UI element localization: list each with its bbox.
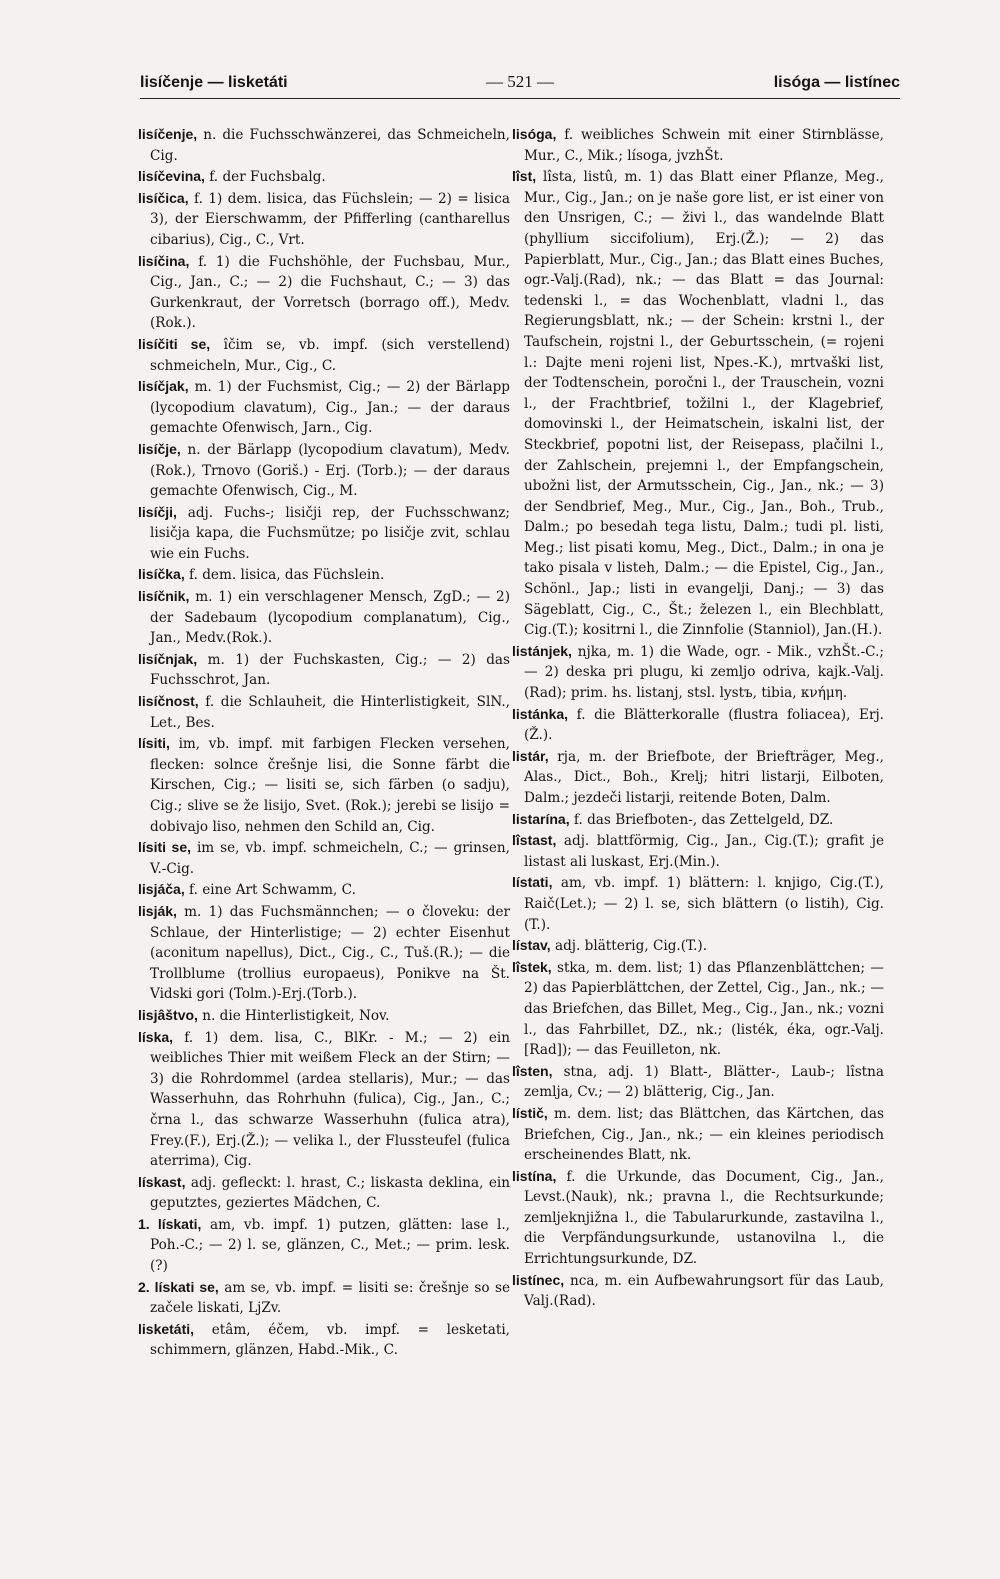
dictionary-entry bbox=[512, 124, 884, 166]
entry-headword: lísiti se, bbox=[138, 839, 191, 856]
entry-definition: f. weibliches Schwein mit einer Stirnblässe, Mur., C., Mik.; lísoga, jvzhŠt. bbox=[524, 127, 884, 164]
dictionary-entry bbox=[512, 746, 884, 809]
entry-definition: f. das Briefboten-, das Zettelgeld, DZ. bbox=[573, 811, 834, 828]
entry-definition: f. der Fuchsbalg. bbox=[209, 169, 326, 186]
entry-headword: lísiti, bbox=[138, 735, 170, 752]
dictionary-entry bbox=[138, 334, 510, 376]
dictionary-entry bbox=[512, 1166, 884, 1270]
dictionary-entry bbox=[138, 1005, 510, 1027]
entry-definition: îčim se, vb. impf. (sich verstellend) schmeicheln, Mur., Cig., C. bbox=[150, 336, 510, 374]
entry-definition: f. dem. lisica, das Füchslein. bbox=[189, 567, 385, 584]
dictionary-entry bbox=[512, 1270, 884, 1312]
dictionary-entry bbox=[138, 502, 510, 565]
dictionary-entry bbox=[138, 1027, 510, 1172]
entry-headword: lisíčevina, bbox=[138, 168, 205, 185]
entry-headword: lisíčnost, bbox=[138, 693, 199, 710]
entry-definition: m. 1) das Fuchsmännchen; — o človeku: der Schlaue, der Hinterlistige; — 2) echter Eisenhut (aconitum napellus), Dict., Cig., C., Tuš.(R.); — die Trollblume (trollius europaeus), Ponikve na Št. Vidski gori (Tolm.)-Erj.(Torb.). bbox=[150, 903, 510, 1003]
entry-definition: etâm, éčem, vb. impf. = lesketati, schimmern, glänzen, Habd.-Mik., C. bbox=[150, 1321, 511, 1359]
entry-headword: lîstast, bbox=[512, 832, 557, 849]
entry-definition: adj. blattförmig, Cig., Jan., Cig.(T.); grafit je listast ali luskast, Erj.(Min.). bbox=[524, 833, 884, 870]
entry-definition: m. 1) der Fuchskasten, Cig.; — 2) das Fuchsschrot, Jan. bbox=[150, 651, 510, 689]
entry-headword: lisíčina, bbox=[138, 252, 190, 269]
entry-definition: adj. Fuchs-; lisičji rep, der Fuchsschwanz; lisičja kapa, die Fuchsmütze; po lisičje zvit, schlau wie ein Fuchs. bbox=[150, 504, 510, 562]
entry-definition: im, vb. impf. mit farbigen Flecken versehen, flecken: solnce črešnje lisi, die Sonne färbt die Kirschen, Cig.; — lisiti se, sich färben (o sadju), Cig.; slive se že lisijo, Svet. (Rok.); jerebi se lisijo = dobivajo liso, nehmen den Schild an, Cig. bbox=[150, 736, 510, 835]
entry-headword: lisíčica, bbox=[138, 189, 189, 206]
dictionary-entry bbox=[138, 1214, 510, 1277]
entry-definition: adj. blätterig, Cig.(T.). bbox=[554, 938, 708, 955]
left-column bbox=[138, 124, 510, 1361]
entry-headword: lîst, bbox=[512, 168, 537, 185]
entry-headword: lisjâštvo, bbox=[138, 1006, 198, 1023]
dictionary-entry bbox=[138, 166, 510, 188]
dictionary-entry bbox=[512, 935, 884, 957]
dictionary-entry bbox=[138, 564, 510, 586]
entry-definition: f. die Blätterkoralle (flustra foliacea), Erj.(Ž.). bbox=[524, 706, 884, 744]
entry-headword: 2. lískati se, bbox=[138, 1278, 219, 1295]
entry-headword: lisíčka, bbox=[138, 566, 185, 583]
entry-definition: am, vb. impf. 1) putzen, glätten: lase l., Poh.-C.; — 2) l. se, glänzen, C., Met.; — prim. lesk. (?) bbox=[150, 1216, 510, 1275]
dictionary-entry bbox=[138, 188, 510, 251]
dictionary-entry bbox=[138, 879, 510, 901]
dictionary-entry bbox=[512, 704, 884, 746]
entry-headword: lisíčnjak, bbox=[138, 650, 198, 667]
right-column bbox=[512, 124, 884, 1312]
entry-headword: lisíčji, bbox=[138, 503, 177, 520]
entry-headword: lîsten, bbox=[512, 1062, 553, 1079]
header-right-range: lisóga — listínec bbox=[773, 74, 900, 91]
entry-definition: m. dem. list; das Blättchen, das Kärtchen, das Briefchen, Cig., Jan., nk.; — ein kleines periodisch erscheinendes Blatt, nk. bbox=[524, 1105, 885, 1164]
dictionary-entry bbox=[138, 837, 510, 879]
entry-definition: m. 1) ein verschlagener Mensch, ZgD.; — 2) der Sadebaum (lycopodium complanatum), Cig., Jan., Medv.(Rok.). bbox=[150, 589, 510, 647]
entry-headword: lisíčnik, bbox=[138, 588, 190, 605]
header-left-range: lisíčenje — lisketáti bbox=[140, 74, 288, 91]
entry-headword: 1. lískati, bbox=[138, 1215, 202, 1232]
entry-headword: listár, bbox=[512, 747, 549, 764]
page-number: — 521 — bbox=[486, 72, 554, 91]
entry-definition: f. 1) die Fuchshöhle, der Fuchsbau, Mur., Cig., Jan., C.; — 2) die Fuchshaut, C.; — 3) das Gurkenkraut, der Vorretsch (borrago off.), Medv.(Rok.). bbox=[150, 253, 510, 332]
entry-definition: n. die Fuchsschwänzerei, das Schmeicheln, Cig. bbox=[150, 127, 510, 164]
entry-definition: lîsta, listû, m. 1) das Blatt einer Pflanze, Meg., Mur., Cig., Jan.; on je naše gore list, er ist einer von den Unsrigen, C.; — živi l., das wandelnde Blatt (phyllium siccifolium), Erj.(Ž.); — 2) das Papierblatt, Mur., Cig., Jan.; das Blatt eines Buches, ogr.-Valj.(Rad), nk.; — das Blatt = das Journal: tedenski l., = das Wochenblatt, vladni l., das Regierungsblatt, nk.; — der Schein: krstni l., der Taufschein, rojstni l., der Geburtsschein, (= rojeni l.: Dajte meni rojeni list, Npes.-K.), mrtvaški list, der Todtenschein, poročni l., der Trauschein, vozni l., der Frachtbrief, tožilni l., der Klagebrief, domovinski l., der Heimatschein, iskalni list, der Steckbrief, popotni list, der Reisepass, plačilni l., der Zahlschein, prejemni l., der Empfangschein, ubožni list, der Armutsschein, Cig., Jan., nk.; — 3) der Sendbrief, Meg., Mur., Cig., Jan., Boh., Trub., Dalm.; po besedah tega listu, Dalm.; tudi pl. listi, Meg.; list pisati komu, Meg., Dict., Dalm.; in ona je tako pisala v listeh, Dalm.; — die Epistel, Cig., Jan., Schönl., Jap.; listi in evangelji, Danj.; — 3) das Sägeblatt, Cig., C., Št.; železen l., ein Blechblatt, Cig.(T.); kositrni l., die Zinnfolie (Stanniol), Jan.(H.). bbox=[524, 169, 885, 639]
dictionary-entry bbox=[138, 124, 510, 166]
entry-headword: listarína, bbox=[512, 810, 570, 827]
entry-definition: nca, m. ein Aufbewahrungsort für das Laub, Valj.(Rad). bbox=[524, 1272, 885, 1310]
entry-definition: am, vb. impf. 1) blättern: l. knjigo, Cig.(T.), Raič(Let.); — 2) l. se, sich blättern (o listih), Cig.(T.). bbox=[524, 875, 884, 933]
entry-headword: listánjek, bbox=[512, 642, 572, 659]
dictionary-entry bbox=[138, 901, 510, 1005]
entry-definition: f. eine Art Schwamm, C. bbox=[189, 882, 356, 899]
dictionary-entry bbox=[138, 439, 510, 502]
dictionary-entry bbox=[512, 641, 884, 704]
dictionary-entry bbox=[512, 957, 884, 1061]
dictionary-entry bbox=[512, 1103, 884, 1166]
dictionary-entry bbox=[138, 733, 510, 837]
entry-definition: adj. gefleckt: l. hrast, C.; liskasta deklina, ein geputztes, geziertes Mädchen, C. bbox=[150, 1174, 510, 1212]
entry-definition: f. die Urkunde, das Document, Cig., Jan., Levst.(Nauk), nk.; pravna l., die Rechtsurkunde; zemljeknjižna l., die Tabularurkunde, zastavilna l., die Verpfändungsurkunde, ustanovilna l., die Errichtungsurkunde, DZ. bbox=[524, 1168, 884, 1268]
entry-definition: n. der Bärlapp (lycopodium clavatum), Medv.(Rok.), Trnovo (Goriš.) - Erj. (Torb.); — der daraus gemachte Ofenwisch, Cig., M. bbox=[150, 441, 511, 500]
entry-definition: f. die Schlauheit, die Hinterlistigkeit, SlN., Let., Bes. bbox=[150, 694, 510, 731]
entry-headword: líska, bbox=[138, 1028, 174, 1045]
entry-headword: lisóga, bbox=[512, 126, 557, 142]
dictionary-entry bbox=[138, 376, 510, 439]
entry-definition: im se, vb. impf. schmeicheln, C.; — grinsen, V.-Cig. bbox=[150, 840, 510, 877]
entry-definition: rja, m. der Briefbote, der Briefträger, Meg., Alas., Dict., Boh., Krelj; hitri listarji, Eilboten, Dalm.; jezdeči listarji, reitende Boten, Dalm. bbox=[524, 748, 884, 806]
dictionary-entry bbox=[138, 251, 510, 334]
entry-definition: f. 1) dem. lisa, C., BlKr. - M.; — 2) ein weibliches Thier mit weißem Fleck an der Stirn; — 3) die Rohrdommel (ardea stellaris), Mur.; — das Wasserhuhn, das Rohrhuhn (fulica), Cig., Jan., C.; črna l., das schwarze Wasserhuhn (fulica atra), Frey.(F.), Erj.(Ž.); — velika l., der Flussteufel (fulica aterrima), Cig. bbox=[150, 1029, 510, 1170]
dictionary-entry bbox=[138, 649, 510, 691]
entry-headword: lisketáti, bbox=[138, 1320, 195, 1337]
entry-headword: lisjáča, bbox=[138, 881, 185, 898]
entry-headword: lîstek, bbox=[512, 958, 552, 975]
entry-definition: stka, m. dem. list; 1) das Pflanzenblättchen; — 2) das Papierblättchen, der Zettel, Cig., Jan., nk.; — das Briefchen, das Billet, Meg., Cig., Jan., nk.; vozni l., das Fahrbillet, DZ., nk.; (listék, éka, ogr.-Valj. [Rad]); — das Feuilleton, nk. bbox=[524, 959, 884, 1059]
entry-headword: lístič, bbox=[512, 1104, 548, 1121]
dictionary-entry bbox=[138, 1277, 510, 1319]
dictionary-entry bbox=[512, 1061, 884, 1103]
entry-headword: listánka, bbox=[512, 705, 569, 722]
entry-headword: lisíčenje, bbox=[138, 126, 198, 142]
dictionary-entry bbox=[512, 166, 884, 641]
entry-definition: stna, adj. 1) Blatt-, Blätter-, Laub-; lîstna zemlja, Cv.; — 2) blätterig, Cig., Jan. bbox=[524, 1063, 884, 1101]
entry-headword: listínec, bbox=[512, 1271, 565, 1288]
entry-headword: lisíčjak, bbox=[138, 378, 189, 395]
dictionary-entry bbox=[512, 809, 884, 831]
entry-definition: n. die Hinterlistigkeit, Nov. bbox=[202, 1007, 390, 1024]
entry-headword: lisják, bbox=[138, 902, 177, 919]
entry-definition: njka, m. 1) die Wade, ogr. - Mik., vzhŠt.-C.; — 2) deska pri plugu, ki zemljo odriva, kajk.-Valj.(Rad); prim. hs. listanj, stsl. lystъ, tibia, κνήμη. bbox=[524, 643, 884, 702]
entry-headword: lisíčiti se, bbox=[138, 335, 211, 352]
page-header bbox=[140, 64, 900, 99]
dictionary-entry bbox=[138, 1172, 510, 1214]
entry-headword: lístav, bbox=[512, 937, 551, 954]
entry-definition: am se, vb. impf. = lisiti se: črešnje so se začele liskati, LjZv. bbox=[150, 1279, 510, 1317]
entry-headword: lisíčje, bbox=[138, 440, 181, 457]
entry-headword: lískast, bbox=[138, 1173, 186, 1190]
entry-definition: m. 1) der Fuchsmist, Cig.; — 2) der Bärlapp (lycopodium clavatum), Cig., Jan.; — der daraus gemachte Ofenwisch, Jarn., Cig. bbox=[150, 379, 510, 437]
entry-headword: listína, bbox=[512, 1167, 557, 1184]
dictionary-entry bbox=[138, 1319, 510, 1361]
dictionary-entry bbox=[138, 586, 510, 649]
dictionary-entry bbox=[512, 830, 884, 872]
dictionary-entry bbox=[512, 872, 884, 935]
entry-definition: f. 1) dem. lisica, das Füchslein; — 2) = lisica 3), der Eierschwamm, der Pfifferling (cantharellus cibarius), Cig., C., Vrt. bbox=[150, 190, 510, 248]
entry-headword: lístati, bbox=[512, 874, 553, 891]
dictionary-entry bbox=[138, 691, 510, 733]
